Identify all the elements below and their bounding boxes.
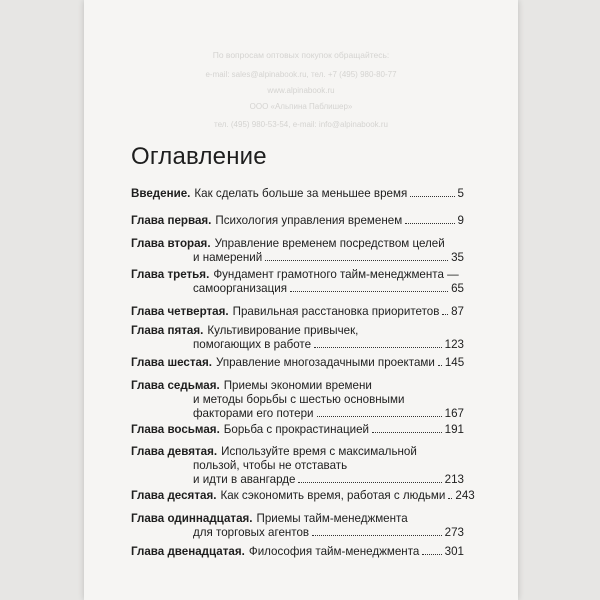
toc-chapter-title: Приемы тайм-менеджмента — [256, 512, 408, 525]
toc-chapter-title: Приемы экономии времени — [223, 379, 372, 392]
toc-page-number: 9 — [457, 214, 464, 227]
toc-chapter-title: и идти в авангарде — [193, 472, 296, 486]
toc-entry-line — [131, 305, 464, 319]
toc-entry-line — [131, 526, 464, 540]
toc-chapter-title: Психология управления временем — [215, 214, 403, 227]
toc-entry-line — [131, 187, 464, 201]
toc-chapter-title: Философия тайм-менеджмента — [248, 545, 420, 558]
toc-leader-dots — [372, 432, 442, 433]
toc-chapter-title: Правильная расстановка приоритетов — [232, 305, 440, 318]
toc-leader-dots — [410, 196, 454, 197]
toc-entry — [131, 214, 464, 228]
toc-chapter-label: Глава десятая. — [131, 489, 217, 502]
toc-entry — [131, 489, 475, 503]
toc-chapter-label: Введение. — [131, 187, 191, 200]
toc-entry — [131, 379, 464, 420]
toc-leader-dots — [265, 260, 448, 261]
toc-page-number: 5 — [457, 187, 464, 200]
toc-entry-line — [131, 512, 464, 526]
toc-chapter-label: Глава шестая. — [131, 356, 212, 369]
show-through-text: e-mail: sales@alpinabook.ru, тел. +7 (495) 980-80-77 — [205, 70, 397, 79]
toc-chapter-label: Глава двенадцатая. — [131, 545, 245, 558]
toc-chapter-title: Управление временем посредством целей — [214, 237, 445, 250]
toc-chapter-title: и методы борьбы с шестью основными — [193, 392, 405, 406]
toc-leader-dots — [290, 291, 448, 292]
toc-leader-dots — [317, 416, 442, 417]
toc-entry — [131, 305, 464, 319]
toc-chapter-label: Глава восьмая. — [131, 423, 220, 436]
toc-entry-line — [131, 214, 464, 228]
toc-chapter-label: Глава пятая. — [131, 324, 204, 337]
toc-entry — [131, 187, 464, 201]
toc-entry-line — [131, 338, 464, 352]
toc-leader-dots — [442, 314, 448, 315]
toc-leader-dots — [405, 223, 454, 224]
toc-page-number: 65 — [451, 281, 464, 295]
show-through-text: ООО «Альпина Паблишер» — [249, 102, 353, 111]
toc-leader-dots — [298, 482, 441, 483]
toc-page-number: 35 — [451, 250, 464, 264]
book-page — [84, 0, 518, 600]
show-through-text: По вопросам оптовых покупок обращайтесь: — [212, 50, 390, 60]
toc-chapter-label: Глава девятая. — [131, 445, 218, 458]
toc-leader-dots — [438, 365, 442, 366]
toc-chapter-label: Глава одиннадцатая. — [131, 512, 253, 525]
toc-entry — [131, 268, 464, 296]
toc-entry-line — [131, 379, 464, 393]
show-through-text: тел. (495) 980-53-54, e-mail: info@alpinabook.ru — [214, 120, 388, 129]
toc-entry-line — [131, 459, 464, 473]
toc-page-number: 191 — [444, 423, 464, 436]
toc-entry — [131, 237, 464, 265]
toc-page-number: 273 — [444, 525, 464, 539]
page-title: Оглавление — [131, 143, 267, 170]
toc-entry — [131, 445, 464, 486]
toc-entry-line — [131, 251, 464, 265]
toc-chapter-title: Как сделать больше за меньшее время — [194, 187, 408, 200]
toc-chapter-title: Используйте время с максимальной — [221, 445, 417, 458]
toc-page-number: 243 — [455, 489, 475, 502]
toc-chapter-title: и намерений — [193, 250, 263, 264]
toc-entry-line — [131, 473, 464, 487]
toc-chapter-label: Глава четвертая. — [131, 305, 229, 318]
toc-page-number: 123 — [444, 337, 464, 351]
toc-chapter-title: Управление многозадачными проектами — [215, 356, 435, 369]
toc-chapter-title: Фундамент грамотного тайм-менеджмента — — [213, 268, 459, 281]
toc-chapter-title: Борьба с прокрастинацией — [223, 423, 370, 436]
toc-entry-line — [131, 393, 464, 407]
toc-leader-dots — [312, 535, 442, 536]
toc-chapter-title: для торговых агентов — [193, 525, 310, 539]
toc-chapter-label: Глава третья. — [131, 268, 210, 281]
toc-entry-line — [131, 324, 464, 338]
toc-entry-line — [131, 489, 475, 503]
show-through-text: www.alpinabook.ru — [267, 86, 335, 95]
toc-entry-line — [131, 237, 464, 251]
toc-entry-line — [131, 268, 464, 282]
toc-chapter-title: факторами его потери — [193, 406, 314, 420]
toc-chapter-title: помогающих в работе — [193, 337, 312, 351]
toc-page-number: 213 — [444, 472, 464, 486]
toc-chapter-label: Глава седьмая. — [131, 379, 220, 392]
toc-chapter-title: Культивирование привычек, — [207, 324, 359, 337]
toc-entry — [131, 423, 464, 437]
toc-entry — [131, 512, 464, 540]
toc-leader-dots — [314, 347, 442, 348]
toc-entry-line — [131, 423, 464, 437]
toc-chapter-label: Глава первая. — [131, 214, 212, 227]
toc-chapter-label: Глава вторая. — [131, 237, 211, 250]
toc-leader-dots — [422, 554, 441, 555]
toc-entry — [131, 324, 464, 352]
toc-chapter-title: Как сэкономить время, работая с людьми — [220, 489, 446, 502]
toc-entry — [131, 545, 464, 559]
toc-entry-line — [131, 445, 464, 459]
toc-leader-dots — [448, 498, 452, 499]
toc-chapter-title: пользой, чтобы не отставать — [193, 458, 348, 472]
toc-entry — [131, 356, 464, 370]
toc-page-number: 301 — [444, 545, 464, 558]
toc-entry-line — [131, 545, 464, 559]
toc-entry-line — [131, 407, 464, 421]
toc-entry-line — [131, 356, 464, 370]
toc-entry-line — [131, 282, 464, 296]
toc-page-number: 87 — [451, 305, 464, 318]
toc-chapter-title: самоорганизация — [193, 281, 288, 295]
toc-page-number: 167 — [444, 406, 464, 420]
toc-page-number: 145 — [444, 356, 465, 369]
